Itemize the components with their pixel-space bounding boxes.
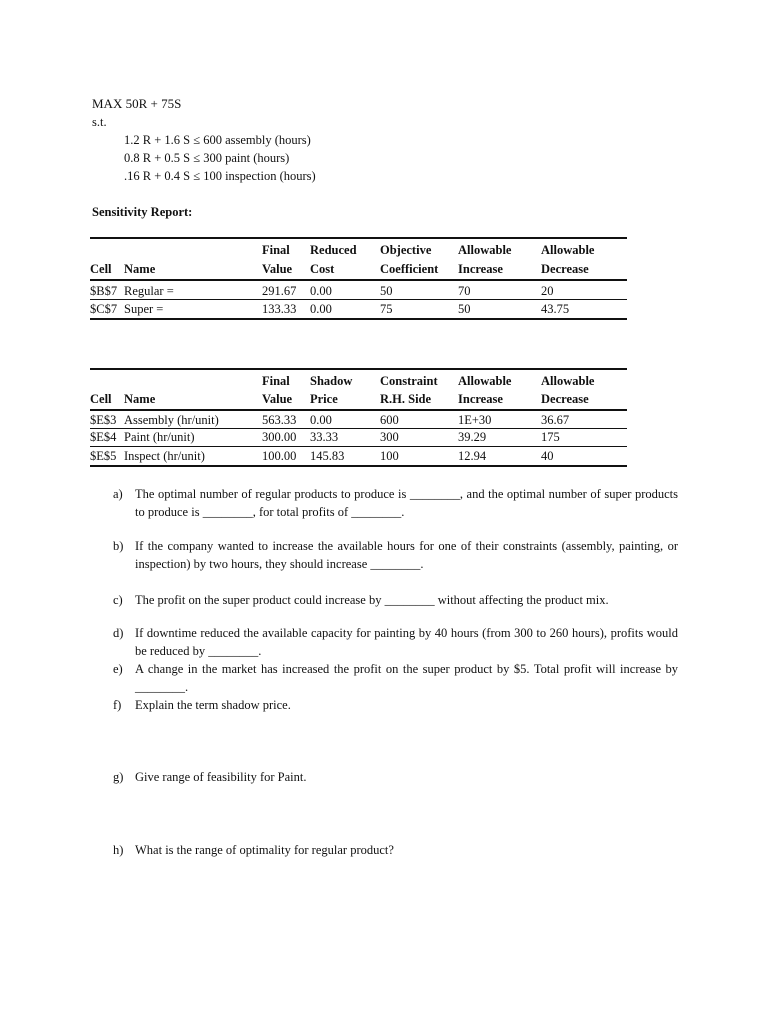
question-text-line2: be reduced by ________. [135, 644, 262, 658]
row-rh-side: 600 [380, 413, 399, 427]
row-rh-side: 300 [380, 430, 399, 444]
header-bottom: Coefficient [380, 262, 439, 276]
row-allowable-increase: 50 [458, 302, 471, 316]
header-bottom: Price [310, 392, 338, 406]
row-name: Inspect (hr/unit) [124, 449, 205, 463]
row-name: Regular = [124, 284, 174, 298]
header-bottom: R.H. Side [380, 392, 432, 406]
row-objective-coefficient: 50 [380, 284, 393, 298]
constraints-table [90, 368, 627, 470]
row-reduced-cost: 0.00 [310, 284, 332, 298]
row-shadow-price: 33.33 [310, 430, 339, 444]
header-cell: Cell [90, 392, 112, 406]
table-rule-row [90, 446, 627, 447]
header-top: Allowable [458, 374, 512, 388]
question-label: c) [113, 593, 123, 607]
header-bottom: Decrease [541, 262, 589, 276]
row-allowable-increase: 1E+30 [458, 413, 492, 427]
header-bottom: Value [262, 392, 293, 406]
header-bottom: Value [262, 262, 293, 276]
question-text-line1: If downtime reduced the available capacity for painting by 40 hours (from 300 to 260 hours), profits would [135, 626, 678, 640]
row-allowable-decrease: 175 [541, 430, 560, 444]
header-name: Name [124, 392, 156, 406]
header-top: Shadow [310, 374, 353, 388]
row-allowable-decrease: 20 [541, 284, 554, 298]
table-rule-bottom [90, 465, 627, 467]
table-rule-row [90, 428, 627, 429]
header-top: Constraint [380, 374, 438, 388]
row-objective-coefficient: 75 [380, 302, 393, 316]
row-cell: $E$4 [90, 430, 117, 444]
question-text-line1: Give range of feasibility for Paint. [135, 770, 307, 784]
row-shadow-price: 0.00 [310, 413, 332, 427]
header-top: Allowable [541, 243, 595, 257]
row-allowable-increase: 12.94 [458, 449, 487, 463]
question-text-line2: inspection) by two hours, they should increase ________. [135, 557, 424, 571]
row-allowable-decrease: 40 [541, 449, 554, 463]
header-top: Reduced [310, 243, 357, 257]
row-cell: $B$7 [90, 284, 118, 298]
row-allowable-increase: 70 [458, 284, 471, 298]
header-name: Name [124, 262, 156, 276]
table-rule-header [90, 279, 627, 281]
row-name: Assembly (hr/unit) [124, 413, 219, 427]
row-shadow-price: 145.83 [310, 449, 345, 463]
header-bottom: Increase [458, 392, 503, 406]
row-cell: $C$7 [90, 302, 118, 316]
constraint-inspection: .16 R + 0.4 S ≤ 100 inspection (hours) [124, 169, 316, 183]
question-text-line1: What is the range of optimality for regular product? [135, 843, 394, 857]
table-rule-row [90, 299, 627, 300]
header-top: Allowable [541, 374, 595, 388]
question-text-line2: to produce is ________, for total profits of ________. [135, 505, 405, 519]
row-final-value: 133.33 [262, 302, 297, 316]
row-final-value: 563.33 [262, 413, 297, 427]
row-final-value: 100.00 [262, 449, 297, 463]
header-bottom: Cost [310, 262, 335, 276]
question-label: b) [113, 539, 124, 553]
table-rule-bottom [90, 318, 627, 320]
header-cell: Cell [90, 262, 112, 276]
constraint-assembly: 1.2 R + 1.6 S ≤ 600 assembly (hours) [124, 133, 311, 147]
row-name: Paint (hr/unit) [124, 430, 195, 444]
row-rh-side: 100 [380, 449, 399, 463]
objective-function: MAX 50R + 75S [92, 96, 182, 111]
question-text-line1: A change in the market has increased the profit on the super product by $5. Total profit will increase by [135, 662, 678, 676]
question-text-line1: The optimal number of regular products to produce is ________, and the optimal number of super products [135, 487, 678, 501]
question-text-line1: If the company wanted to increase the available hours for one of their constraints (assembly, painting, or [135, 539, 678, 553]
report-title: Sensitivity Report: [92, 205, 193, 219]
row-final-value: 291.67 [262, 284, 297, 298]
question-text-line2: ________. [135, 680, 189, 694]
row-reduced-cost: 0.00 [310, 302, 332, 316]
row-cell: $E$5 [90, 449, 117, 463]
row-allowable-decrease: 43.75 [541, 302, 570, 316]
header-top: Allowable [458, 243, 512, 257]
table-rule-top [90, 237, 627, 239]
row-allowable-decrease: 36.67 [541, 413, 570, 427]
row-final-value: 300.00 [262, 430, 297, 444]
row-name: Super = [124, 302, 164, 316]
row-cell: $E$3 [90, 413, 117, 427]
header-top: Objective [380, 243, 432, 257]
question-label: h) [113, 843, 124, 857]
question-label: f) [113, 698, 122, 712]
question-text-line1: Explain the term shadow price. [135, 698, 291, 712]
row-allowable-increase: 39.29 [458, 430, 487, 444]
variable-cells-table [90, 237, 627, 321]
header-bottom: Decrease [541, 392, 589, 406]
question-text-line1: The profit on the super product could increase by ________ without affecting the product mix. [135, 593, 609, 607]
header-top: Final [262, 243, 290, 257]
table-rule-top [90, 368, 627, 370]
constraint-paint: 0.8 R + 0.5 S ≤ 300 paint (hours) [124, 151, 290, 165]
header-bottom: Increase [458, 262, 503, 276]
question-label: a) [113, 487, 123, 501]
question-label: d) [113, 626, 124, 640]
question-label: e) [113, 662, 123, 676]
table-rule-header [90, 409, 627, 411]
question-label: g) [113, 770, 124, 784]
subject-to-label: s.t. [92, 115, 107, 129]
header-top: Final [262, 374, 290, 388]
